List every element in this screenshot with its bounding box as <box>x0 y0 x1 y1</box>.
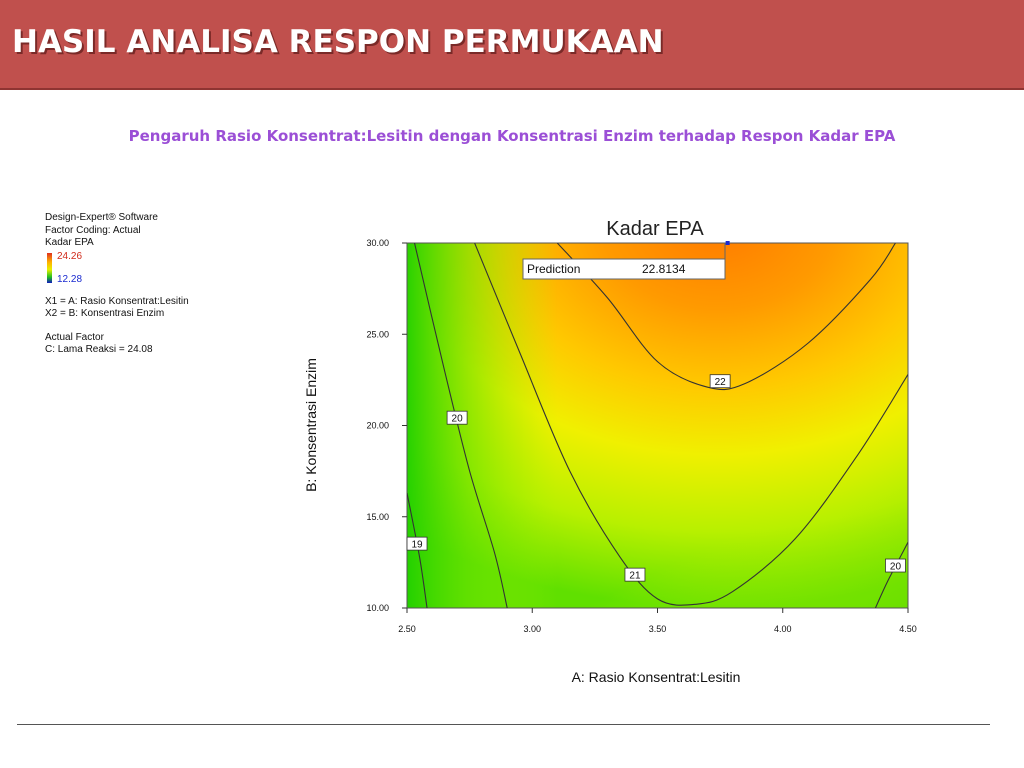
contour-label: 22 <box>714 377 726 389</box>
x-axis-label: A: Rasio Konsentrat:Lesitin <box>571 669 741 685</box>
contour-label: 21 <box>629 570 641 582</box>
chart-title: Kadar EPA <box>606 218 704 240</box>
x-tick-label: 3.00 <box>523 624 542 634</box>
actual-factor-label: Actual Factor <box>45 331 104 343</box>
footer-rule <box>17 724 990 725</box>
y-tick-label: 25.00 <box>366 329 389 340</box>
colorbar-high: 24.26 <box>57 250 83 262</box>
prediction-label: Prediction <box>527 262 581 276</box>
y-axis-label: B: Konsentrasi Enzim <box>303 358 319 492</box>
surface-shade-right <box>407 243 908 608</box>
x-tick-label: 2.50 <box>398 624 416 634</box>
prediction-marker <box>726 241 730 245</box>
x2-label: X2 = B: Konsentrasi Enzim <box>45 308 165 319</box>
y-tick-label: 10.00 <box>366 603 389 613</box>
response-label: Kadar EPA <box>45 237 94 248</box>
y-tick-label: 30.00 <box>366 238 389 248</box>
software-label: Design-Expert® Software <box>45 212 158 223</box>
y-tick-label: 15.00 <box>366 511 389 522</box>
coding-label: Factor Coding: Actual <box>45 224 141 236</box>
x-tick-label: 4.00 <box>773 624 792 634</box>
factor-c-label: C: Lama Reaksi = 24.08 <box>45 344 153 355</box>
y-tick-label: 20.00 <box>366 420 389 431</box>
x1-label: X1 = A: Rasio Konsentrat:Lesitin <box>45 295 189 307</box>
colorbar-low: 12.28 <box>57 273 83 285</box>
page-title: HASIL ANALISA RESPON PERMUKAAN <box>12 24 664 60</box>
x-tick-label: 4.50 <box>899 624 917 634</box>
contour-label: 19 <box>411 539 423 551</box>
contour-label: 20 <box>451 413 463 425</box>
contour-label: 20 <box>889 561 902 573</box>
chart-subtitle: Pengaruh Rasio Konsentrat:Lesitin dengan Konsentrasi Enzim terhadap Respon Kadar EPA <box>128 127 896 145</box>
prediction-value: 22.8134 <box>642 262 686 276</box>
x-tick-label: 3.50 <box>648 624 667 634</box>
